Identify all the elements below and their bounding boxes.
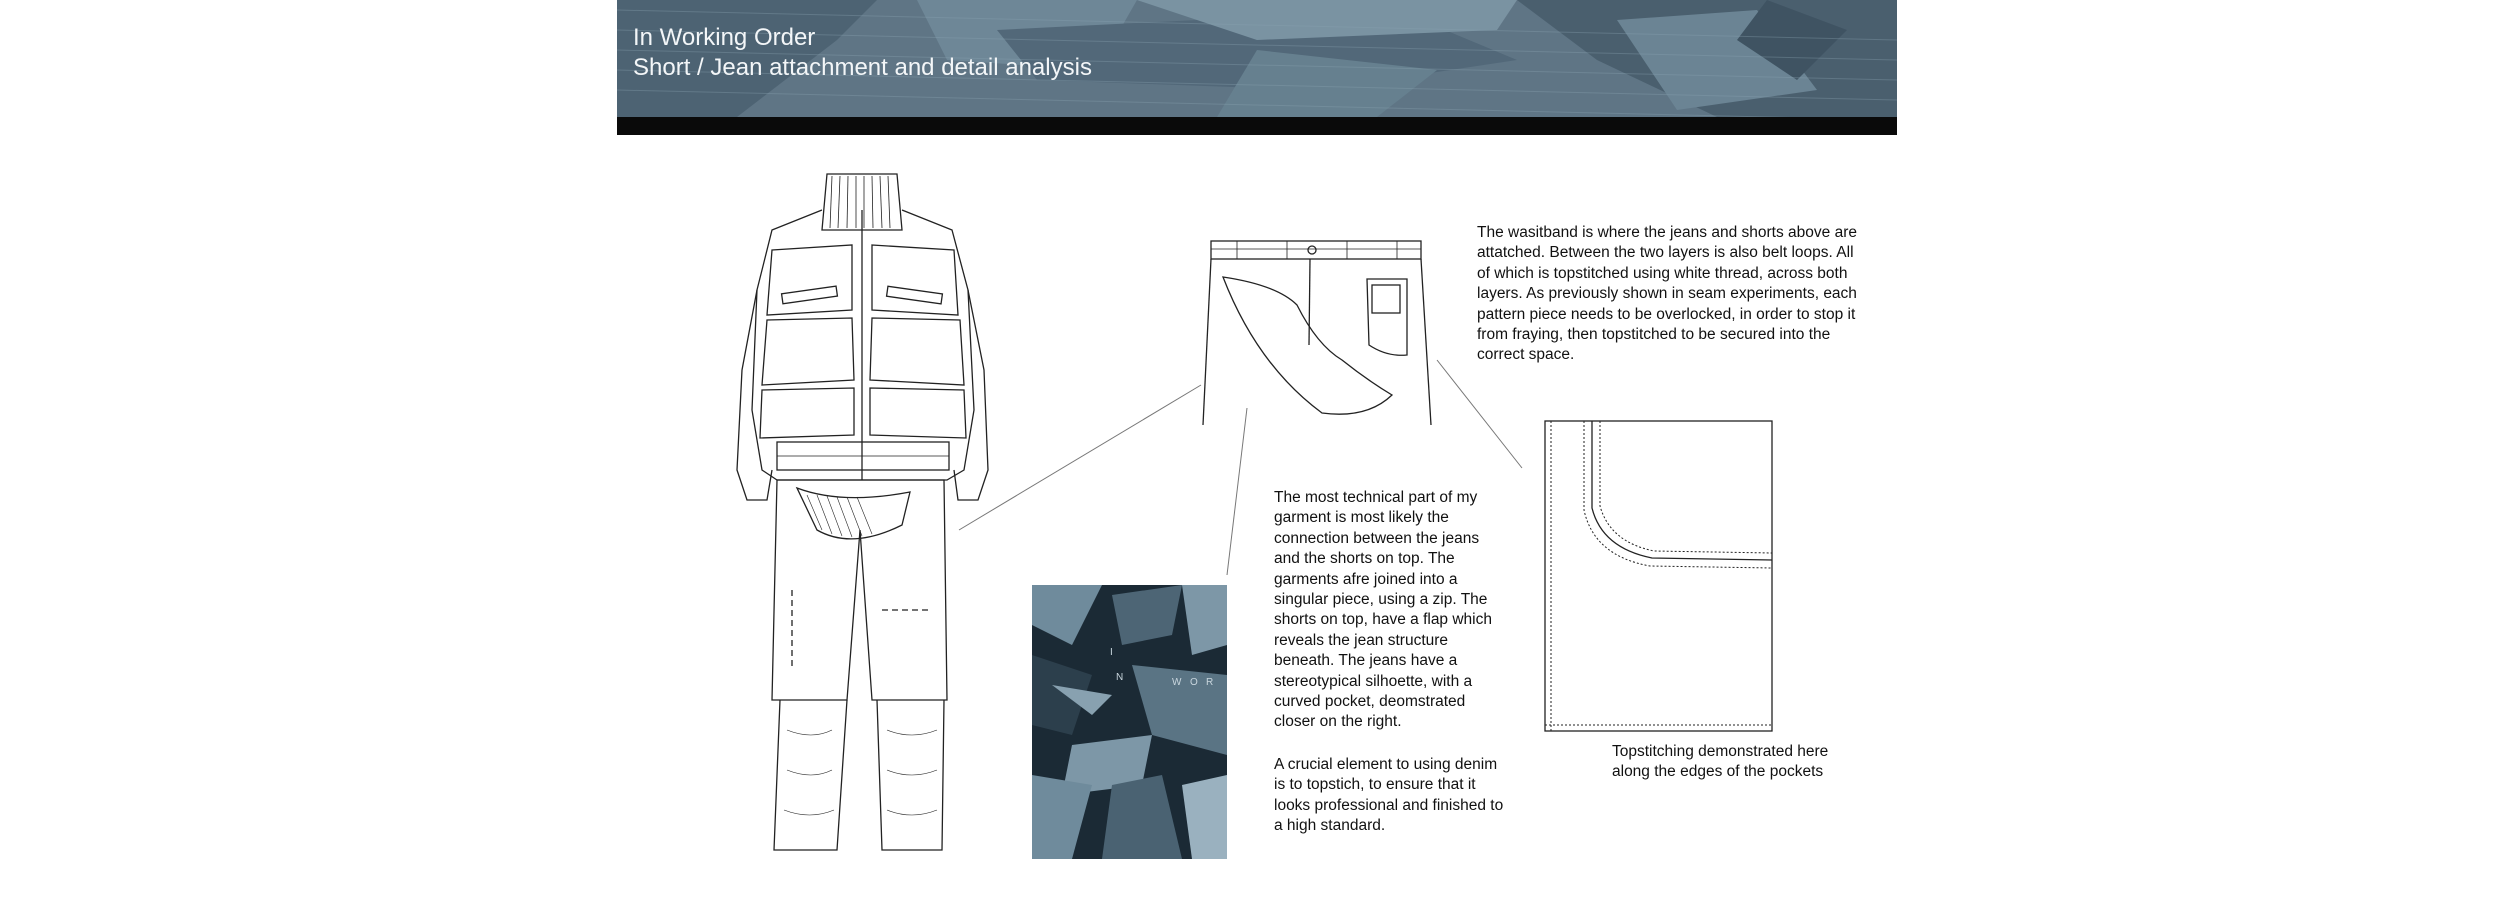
swatch-letter: W: [1172, 677, 1182, 688]
swatch-letter: I: [1110, 647, 1113, 658]
pocket-detail-icon: [1542, 418, 1777, 738]
technical-caption: [1274, 488, 1506, 837]
waistband-caption: The wasitband is where the jeans and shorts above are attatched. Between the two layers is also belt loops. All of which is topstitched using white thread, across both layers. As previously shown in seam experiments, each pattern piece needs to be overlocked, in order to stop it from fraying, then topstitched to be secured into the correct space.: [1477, 224, 1857, 364]
denim-swatch-icon: [1032, 585, 1227, 859]
waistband-detail-icon: [1197, 235, 1447, 435]
document-page: [617, 0, 1897, 900]
page-subtitle: Short / Jean attachment and detail analysis: [633, 54, 1092, 81]
swatch-letter: O: [1190, 677, 1198, 688]
page-title: In Working Order: [633, 24, 816, 51]
swatch-letter: N: [1116, 672, 1124, 683]
swatch-letter: R: [1206, 677, 1214, 688]
technical-caption-paragraph: A crucial element to using denim is to topstich, to ensure that it looks professional and finished to a high standard.: [1274, 755, 1504, 835]
technical-caption-paragraph: The most technical part of my garment is most likely the connection between the jeans and the shorts on top. The garments afre joined into a singular piece, using a zip. The shorts on top, have a flap which reveals the jean structure beneath. The jeans have a stereotypical silhoette, with a curved pocket, deomstrated closer on the right.: [1274, 489, 1492, 731]
topstitch-caption: Topstitching demonstrated here along the edges of the pockets: [1612, 743, 1829, 781]
